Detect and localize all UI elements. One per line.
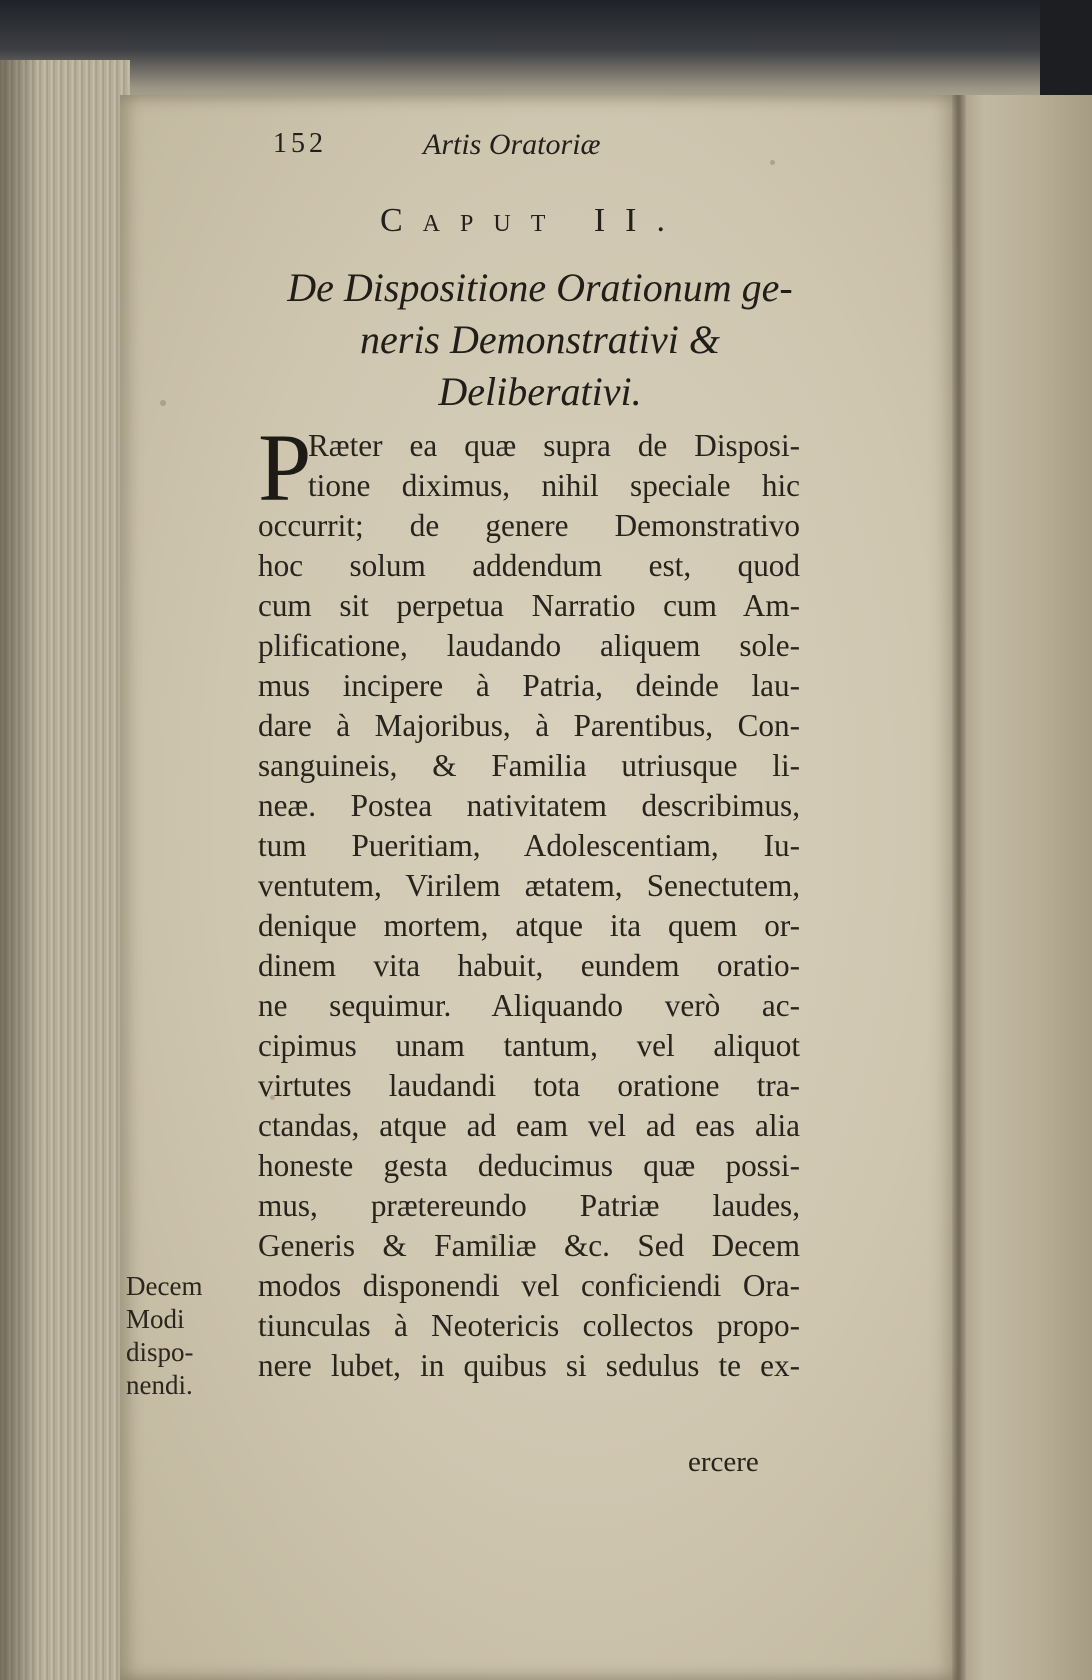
page-header [273,128,913,168]
title-line: Deliberativi. [438,369,642,414]
title-line: De Dispositione Orationum ge- [287,265,793,310]
next-page-edge [958,95,1092,1680]
body-text [258,426,800,1386]
text-line: mus, prætereundo Patriæ laudes, [258,1188,800,1223]
text-line: dinem vita habuit, eundem oratio- [258,948,800,983]
text-line: virtutes laudandi tota oratione tra- [258,1068,800,1103]
text-line: plificatione, laudando aliquem sole- [258,628,800,663]
margin-note-line: Decem [126,1271,203,1301]
text-line: occurrit; de genere Demonstrativo [258,508,800,543]
left-page-stack [0,60,130,1680]
text-line: hoc solum addendum est, quod [258,548,800,583]
text-line: ne sequimur. Aliquando verò ac- [258,988,800,1023]
text-line: Ræter ea quæ supra de Disposi- [308,428,800,463]
text-line: cipimus unam tantum, vel aliquot [258,1028,800,1063]
text-line: denique mortem, atque ita quem or- [258,908,800,943]
drop-cap: P [258,414,312,521]
text-line: honeste gesta deducimus quæ possi- [258,1148,800,1183]
text-line: dare à Majoribus, à Parentibus, Con- [258,708,800,743]
margin-note-line: nendi. [126,1370,193,1400]
text-line: tum Pueritiam, Adolescentiam, Iu- [258,828,800,863]
text-line: Generis & Familiæ &c. Sed Decem [258,1228,800,1263]
page-number: 152 [273,128,327,159]
margin-note-line: Modi [126,1304,185,1334]
text-line: tione diximus, nihil speciale hic [308,468,800,503]
book-top-edge [0,0,1092,110]
text-line: tiunculas à Neotericis collectos propo- [258,1308,800,1343]
catchword: ercere [688,1446,759,1478]
chapter-title [250,262,830,418]
margin-note [126,1270,236,1402]
text-line: cum sit perpetua Narratio cum Am- [258,588,800,623]
margin-note-line: dispo- [126,1337,194,1367]
text-line: ctandas, atque ad eam vel ad eas alia [258,1108,800,1143]
title-line: neris Demonstrativi & [360,317,720,362]
text-line: sanguineis, & Familia utriusque li- [258,748,800,783]
text-line: ventutem, Virilem ætatem, Senectutem, [258,868,800,903]
text-line: neæ. Postea nativitatem describimus, [258,788,800,823]
chapter-heading: Caput II. [380,202,685,239]
running-head: Artis Oratoriæ [423,128,601,161]
text-line: nere lubet, in quibus si sedulus te ex- [258,1348,800,1383]
text-line: mus incipere à Patria, deinde lau- [258,668,800,703]
page-gutter [952,95,966,1680]
text-line: modos disponendi vel conficiendi Ora- [258,1268,800,1303]
